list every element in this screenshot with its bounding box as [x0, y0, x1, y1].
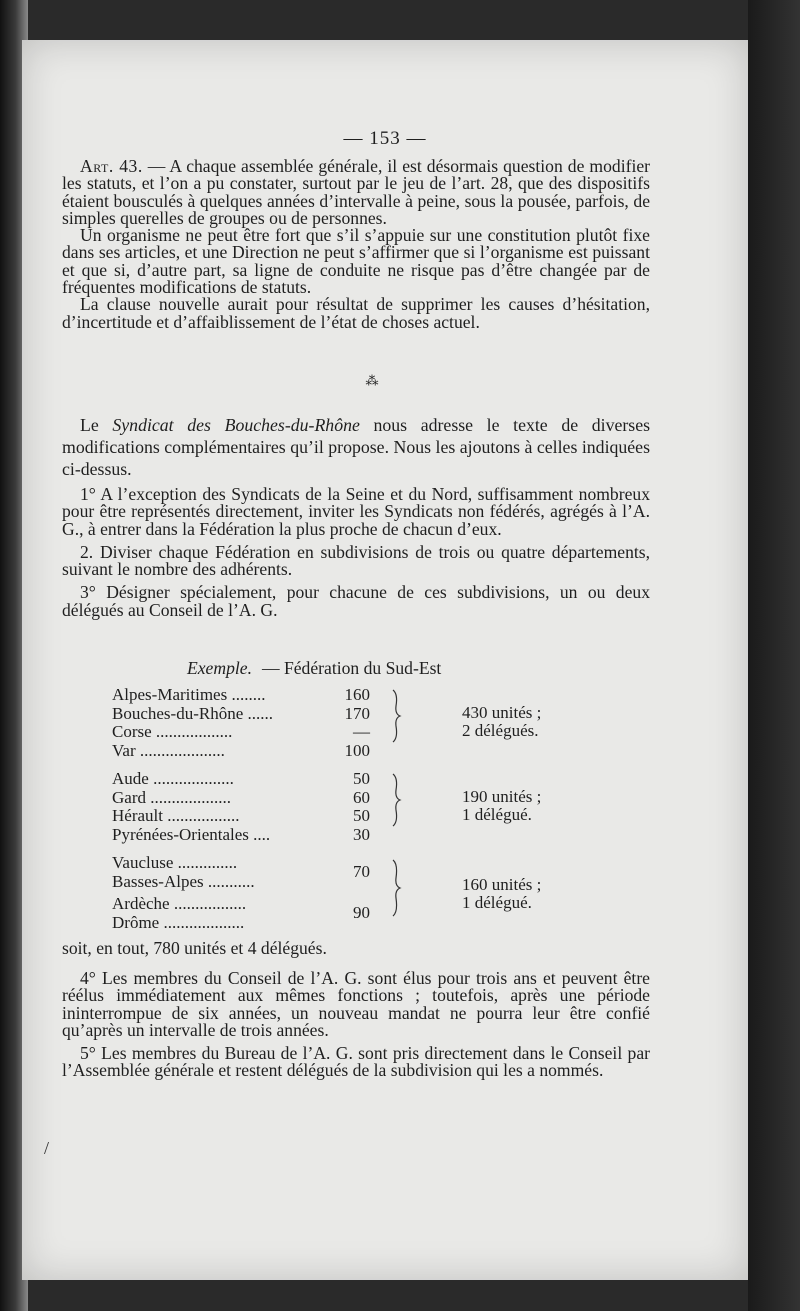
numbered-item-1: 1° A l’exception des Syndicats de la Seine et du Nord, suffisamment nombreux pour être représentés directement, inviter les Syndicats non fédérés, agrégés à l’A. G., à entrer dans la Fédération la plus proche de chacun d’eux. — [62, 484, 650, 539]
article-lead: Art. 43. — [80, 156, 143, 176]
numbered-item-2: 2. Diviser chaque Fédération en subdivisions de trois ou quatre départements, suivant le nombre des adhérents. — [62, 541, 650, 580]
group-1-units: 430 unités ; — [462, 703, 542, 722]
page-number: — 153 — — [343, 128, 427, 149]
group-3-delegates: 1 délégué. — [462, 893, 532, 912]
department-row: Alpes-Maritimes ........ 160 — [112, 685, 370, 704]
numbered-list-bottom — [62, 970, 650, 1080]
department-row: Aude ................... 50 — [112, 769, 370, 788]
group-3-summary — [462, 876, 541, 912]
numbered-item-4: 4° Les membres du Conseil de l’A. G. sont élus pour trois ans et peuvent être réélus immédiatement aux mêmes fonctions ; toutefois, après une période ininterrompue de six années, un nouveau mandat ne pourra leur être confié qu’après un intervalle de trois années. — [62, 968, 650, 1040]
department-group-2 — [112, 770, 652, 844]
department-row: Basses-Alpes ........... — [112, 872, 255, 891]
example-total — [62, 940, 650, 957]
asterism-divider: ⁂ — [365, 373, 379, 388]
article-43-paragraph: Art. 43. — A chaque assemblée générale, il est désormais question de modifier les statuts, et l’on a pu constater, surtout par le jeu de l’art. 28, que des dispositifs étaient bousculés à quelques années d’intervalle à peine, sous la pousée, parfois, de simples querelles de groupes ou de personnes. — [62, 156, 651, 228]
department-row: Pyrénées-Orientales .... 30 — [112, 824, 370, 844]
total-line: soit, en tout, 780 unités et 4 délégués. — [62, 938, 327, 958]
scan-background-right — [748, 0, 800, 1311]
department-row: Hérault ................. 50 — [112, 806, 370, 825]
department-row: Drôme ................... — [112, 913, 245, 932]
syndicat-paragraph: Le Syndicat des Bouches-du-Rhône nous adresse le texte de diverses modifications complémentaires qu’il propose. Nous les ajoutons à celles indiquées ci-dessus. — [62, 415, 651, 479]
example-heading — [187, 658, 587, 679]
brace-group-1 — [390, 688, 404, 744]
clause-paragraph: La clause nouvelle aurait pour résultat de supprimer les causes d’hésitation, d’incertitude et d’affaiblissement de l’état de choses actuel. — [62, 294, 650, 332]
department-group-1 — [112, 686, 652, 760]
organisme-paragraph: Un organisme ne peut être fort que s’il s’appuie sur une constitution plutôt fixe dans ses articles, et une Direction ne peut s’affirmer que si l’organisme est puissant et que si, d’autre part, sa ligne de conduite ne risque pas d’être changée par de fréquentes modifications de statuts. — [62, 225, 650, 298]
group-3-units: 160 unités ; — [462, 875, 542, 894]
department-row: Gard ................... 60 — [112, 787, 370, 807]
department-row: Vaucluse .............. 70 — [112, 854, 370, 881]
department-row: Ardèche ................. 90 — [112, 895, 370, 922]
department-group-3 — [112, 854, 652, 932]
handwritten-mark: / — [44, 1138, 50, 1158]
numbered-item-3: 3° Désigner spécialement, pour chacune de ces subdivisions, un ou deux délégués au Conseil de l’A. G. — [62, 582, 650, 620]
numbered-list-top — [62, 486, 650, 619]
syndicat-section — [62, 414, 650, 480]
department-row: Bouches-du-Rhône ...... 170 — [112, 703, 370, 723]
book-page — [22, 40, 748, 1280]
syndicat-name: Syndicat des Bouches-du-Rhône — [112, 415, 360, 435]
group-1-delegates: 2 délégués. — [462, 721, 539, 740]
article-43-section — [62, 158, 650, 331]
group-2-units: 190 unités ; — [462, 787, 542, 806]
brace-group-2 — [390, 772, 404, 828]
example-label: Exemple. — [187, 658, 252, 678]
group-2-summary — [462, 788, 541, 824]
group-2-delegates: 1 délégué. — [462, 805, 532, 824]
brace-group-3 — [390, 858, 404, 918]
department-row: Var .................... 100 — [112, 740, 370, 760]
group-1-summary — [462, 704, 541, 740]
numbered-item-5: 5° Les membres du Bureau de l’A. G. sont pris directement dans le Conseil par l’Assemblée générale et restent délégués de la subdivision qui les a nommés. — [62, 1043, 650, 1081]
example-title: — Fédération du Sud-Est — [261, 658, 442, 678]
department-row: Corse .................. — — [112, 722, 370, 741]
